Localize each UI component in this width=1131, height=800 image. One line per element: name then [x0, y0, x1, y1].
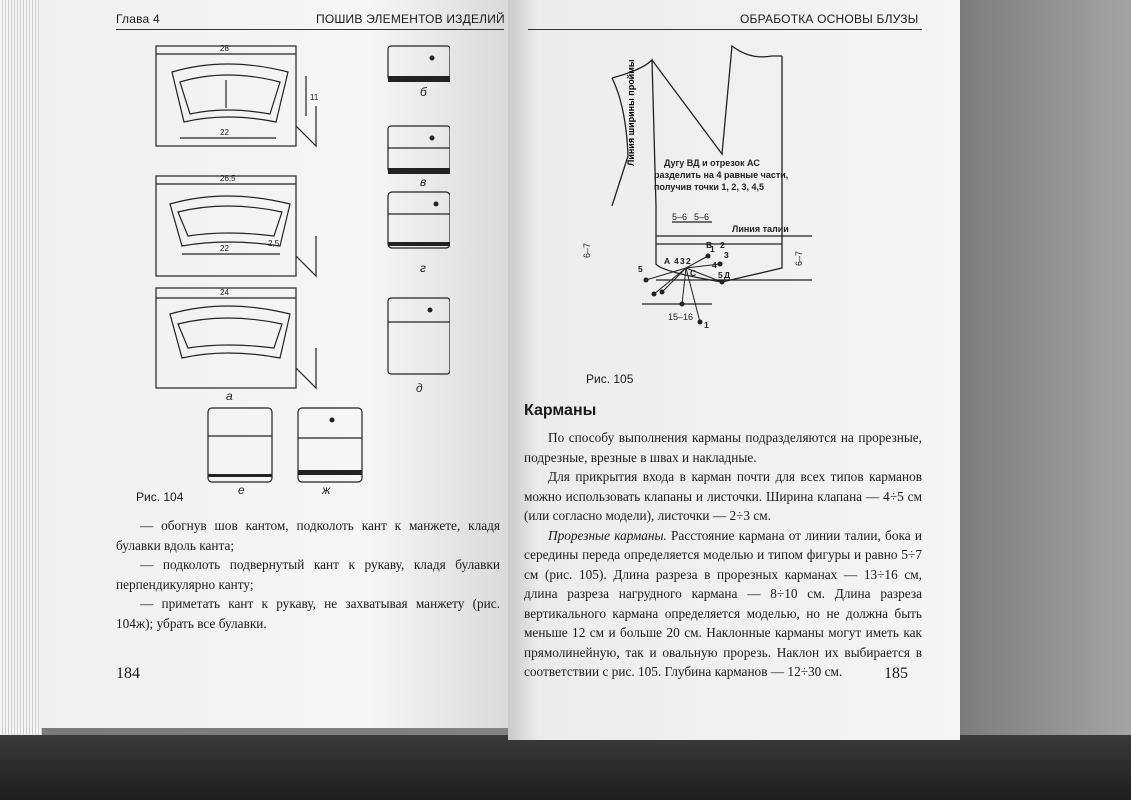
armhole-width-label: Линия ширины проймы	[626, 59, 636, 166]
dim-label: 22	[220, 244, 229, 253]
scanner-edge-shadow	[960, 0, 1131, 800]
figure-104	[120, 36, 450, 496]
waist-line-label: Линия талии	[732, 224, 789, 234]
paragraph: Для прикрытия входа в карман почти для всех типов карманов можно использовать клапаны и листочки. Ширина клапана — 4÷5 см (или согласно модели), листочки — 2÷3 см.	[524, 469, 922, 523]
fig-sublabel-zh: ж	[322, 483, 331, 496]
dim-label: 24	[220, 288, 229, 297]
figure-105	[572, 36, 872, 366]
right-page	[508, 0, 960, 740]
dim-label: 22	[220, 128, 229, 137]
point-label: 5	[638, 264, 643, 274]
paragraph	[524, 526, 922, 682]
point-label: 1	[710, 244, 715, 254]
fig-sublabel-e: е	[238, 483, 245, 496]
figure-104-caption: Рис. 104	[136, 490, 184, 504]
point-label: А	[664, 256, 671, 266]
point-label: В	[706, 240, 713, 250]
paragraph: — подколоть подвернутый кант к рукаву, кладя булавки перпендикулярно канту;	[116, 557, 500, 592]
chapter-header: Глава 4	[116, 12, 160, 26]
figure-105-caption: Рис. 105	[586, 372, 634, 386]
section-title: Карманы	[524, 402, 597, 419]
dim-label: 6–7	[582, 242, 592, 258]
page-number-left: 184	[116, 665, 140, 682]
dim-label: 2,5	[268, 239, 280, 248]
point-label: 2	[686, 256, 691, 266]
fig-sublabel-a: а	[226, 389, 233, 403]
dim-label: 26,5	[220, 174, 236, 183]
point-label: 4	[712, 260, 717, 270]
dim-label: 15–16	[668, 312, 694, 322]
page-number-right: 185	[884, 665, 908, 682]
point-label: 2	[720, 240, 725, 250]
dim-label: 11	[310, 93, 319, 102]
fig-sublabel-d: д	[416, 381, 423, 395]
point-label: 5	[718, 270, 723, 280]
italic-run-in: Прорезные карманы.	[548, 527, 667, 543]
point-label: 1	[704, 320, 709, 330]
dim-label: 6–7	[794, 250, 804, 266]
paragraph: По способу выполнения карманы подразделяются на прорезные, подрезные, врезные в швах и накладные.	[524, 430, 922, 465]
point-label: 4	[674, 256, 679, 266]
left-page	[40, 0, 512, 728]
dim-label: 5–6	[694, 212, 710, 222]
fig-sublabel-v: в	[420, 175, 427, 189]
left-body-text	[116, 516, 500, 633]
running-title-left: ПОШИВ ЭЛЕМЕНТОВ ИЗДЕЛИЙ	[316, 12, 505, 26]
fig-sublabel-g: г	[420, 261, 426, 275]
figure-note-line: получив точки 1, 2, 3, 4,5	[654, 182, 764, 192]
dim-label: 28	[220, 44, 229, 53]
header-rule-right	[528, 29, 922, 30]
paragraph: — приметать кант к рукаву, не захватывая манжету (рис. 104ж); убрать все булавки.	[116, 596, 500, 631]
point-label: 3	[680, 256, 685, 266]
figure-note-line: Дугу ВД и отрезок АС	[664, 158, 760, 168]
header-rule-left	[116, 29, 504, 30]
point-label: Д	[724, 270, 731, 280]
point-label: С	[690, 268, 697, 278]
bodice-outline	[612, 56, 782, 282]
paragraph-text: Расстояние кармана от линии талии, бока и середины переда определяется моделью и типом фигуры и равно 5÷7 см (рис. 105). Длина разреза в прорезных карманах — 13÷16 см, длина разреза нагрудного кармана — 8÷10 см. Длина разреза вертикального кармана определяется моделью, но не должна быть меньше 12 см и больше 20 см. Наклонные карманы могут иметь как прямолинейную, так и овальную прорезь. Наклон их выбирается в соответствии с рис. 105. Глубина карманов — 12÷30 см.	[524, 527, 922, 679]
fig-sublabel-b: б	[420, 85, 427, 99]
running-title-right: ОБРАБОТКА ОСНОВЫ БЛУЗЫ	[740, 12, 919, 26]
page-stack-edge	[0, 0, 42, 735]
figure-note-line: разделить на 4 равные части,	[654, 170, 789, 180]
scanner-bottom-edge	[0, 735, 1131, 800]
paragraph: — обогнув шов кантом, подколоть кант к манжете, кладя булавки вдоль канта;	[116, 518, 500, 553]
right-body-text	[524, 428, 922, 682]
dim-label: 5–6	[672, 212, 688, 222]
pattern-rect-2	[156, 176, 296, 276]
point-label: 3	[724, 250, 729, 260]
